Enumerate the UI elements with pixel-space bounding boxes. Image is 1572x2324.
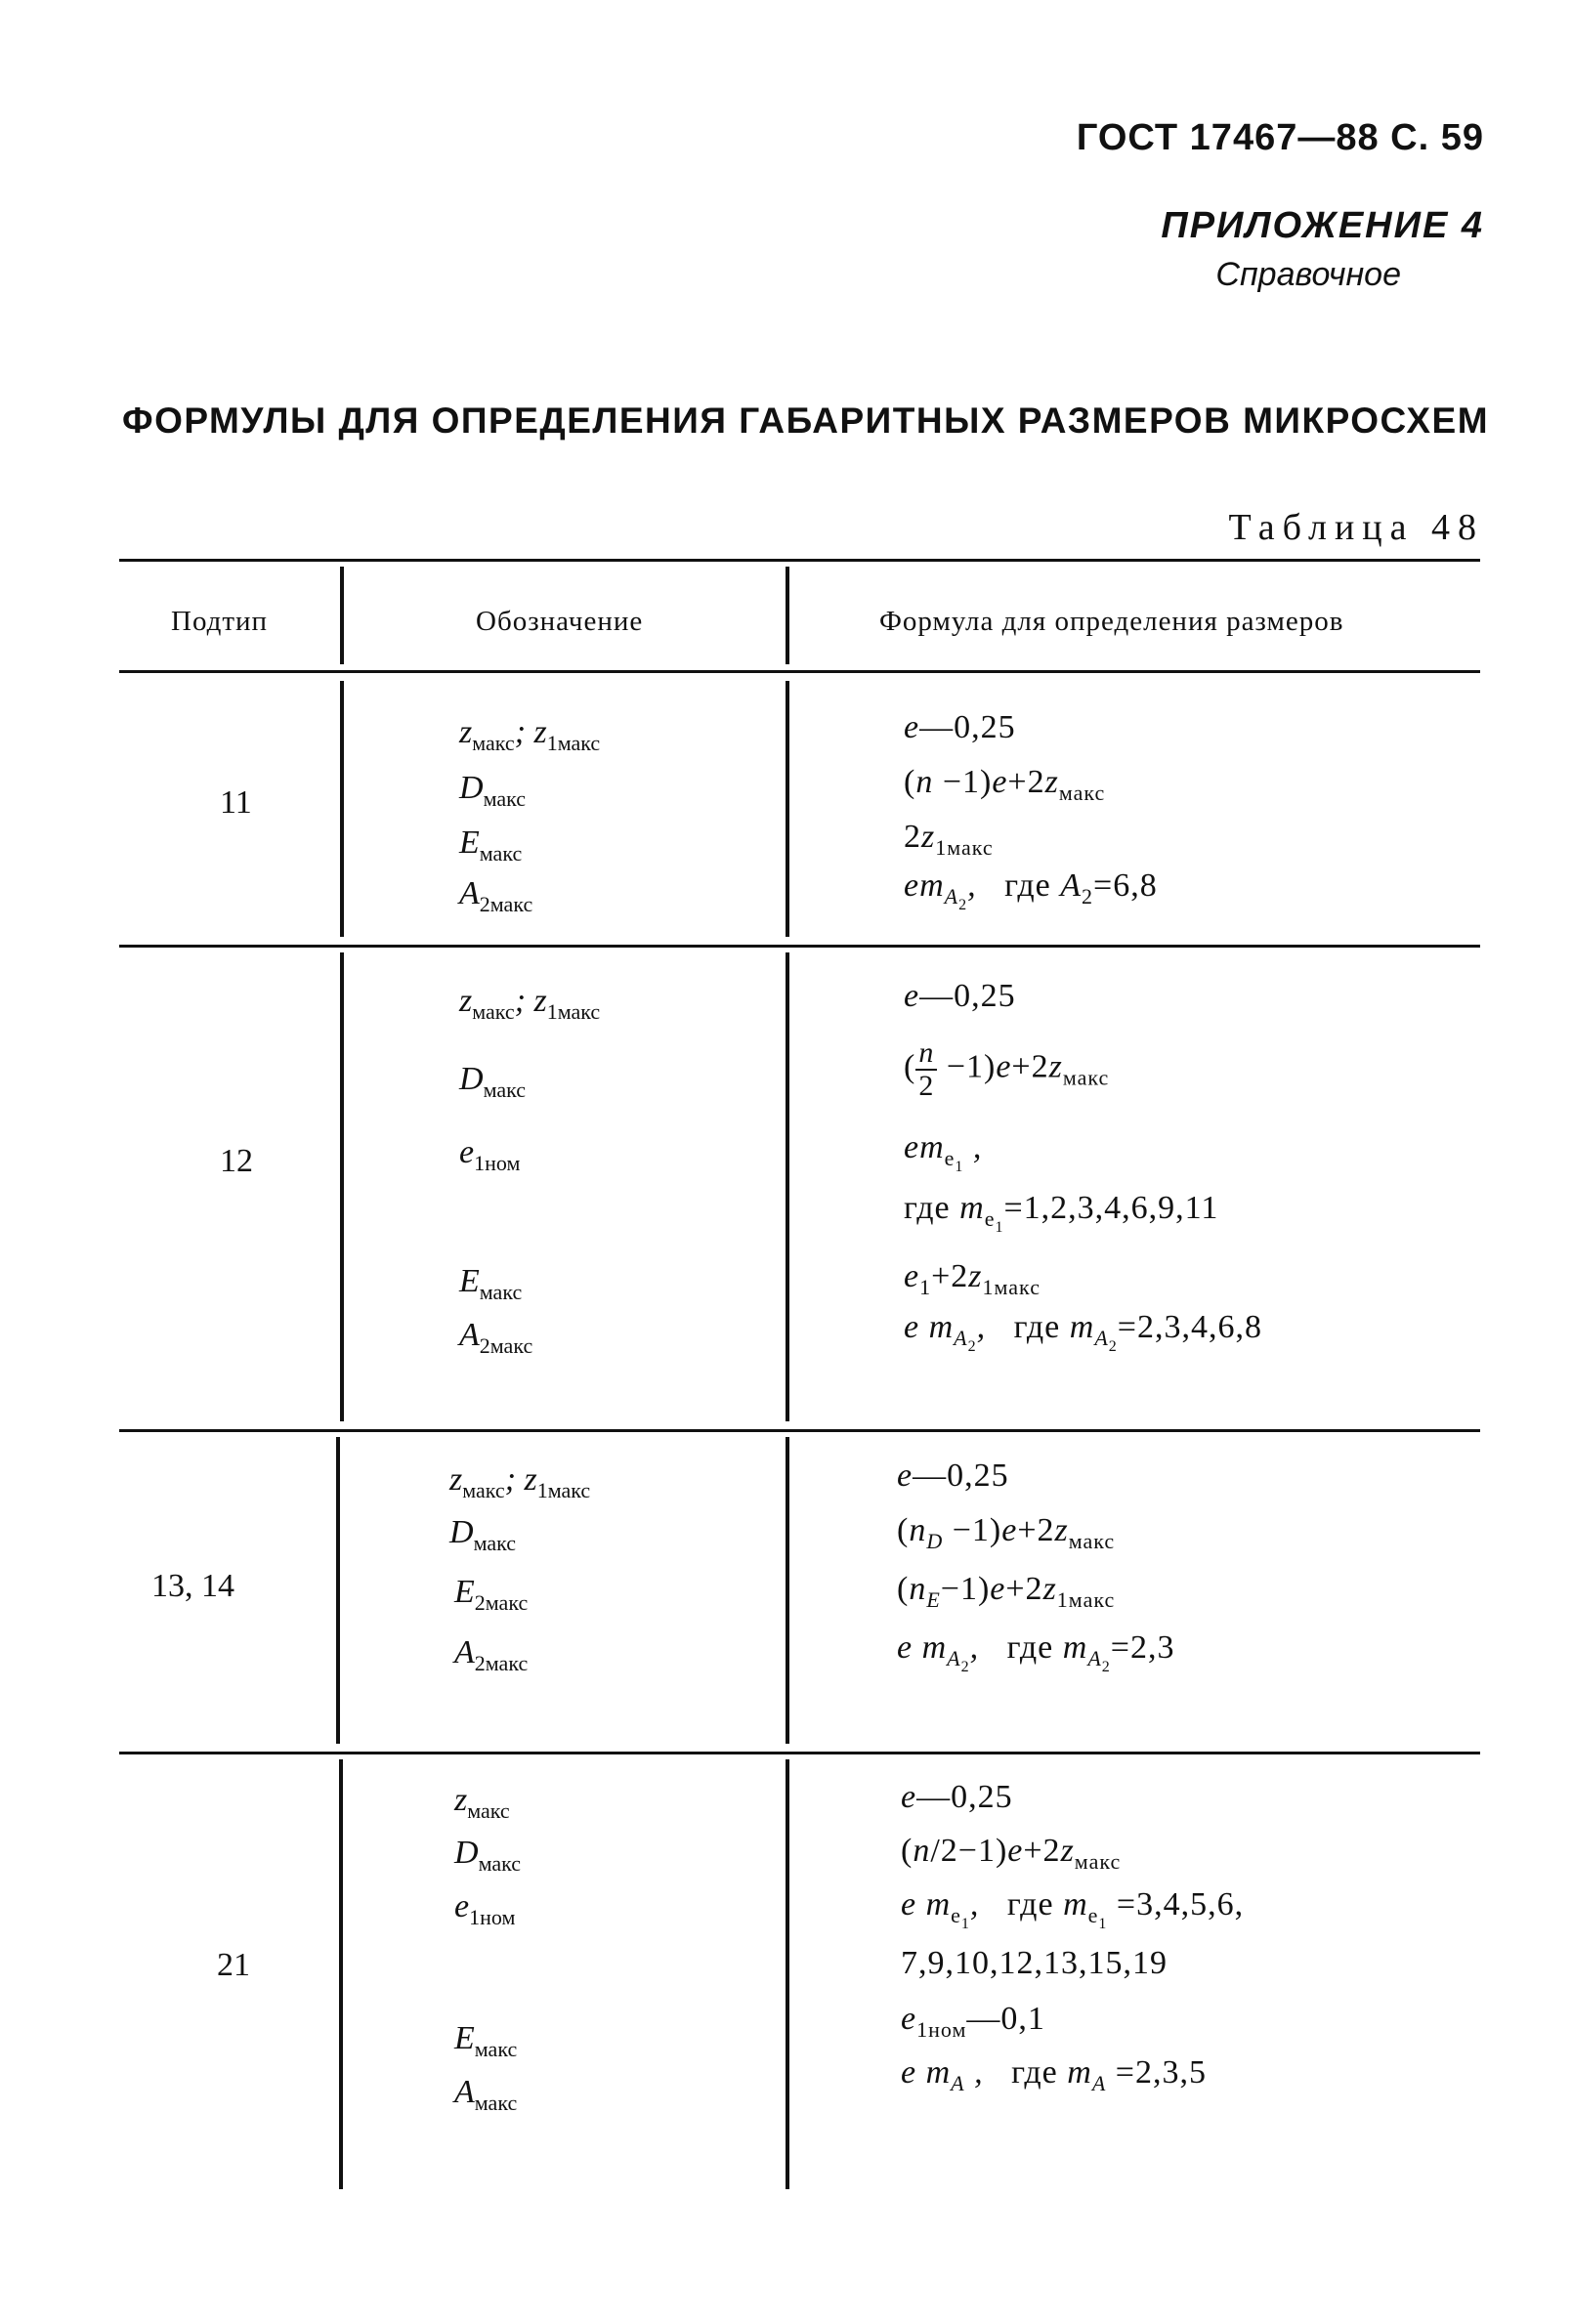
formula-line: $(n_D -1)e+2z_{макс}$ [897, 1512, 1116, 1553]
column-divider [339, 1759, 343, 2189]
designation-line: $D_{макс}$ [449, 1514, 517, 1555]
appendix-title: ПРИЛОЖЕНИЕ 4 [1161, 205, 1484, 246]
fraction-n-over-2: $\frac{n}{2}$ [915, 1037, 937, 1101]
formula-line: $(n_E-1)e+2z_{1макс}$ [897, 1571, 1116, 1612]
formula-line: ( $\frac{n}{2}$ $-1)e+2z_{макс}$ [904, 1036, 1110, 1102]
formula-line: e—0,25 [901, 1779, 1013, 1815]
designation-line: $E_{макс}$ [459, 824, 523, 866]
formula-line: $e_{1ном}—0,1$ [901, 2001, 1045, 2042]
formula-line: $(n/2-1)e+2z_{макс}$ [901, 1833, 1122, 1874]
column-header-designation: Обозначение [476, 606, 644, 637]
designation-line: $D_{макс}$ [454, 1835, 522, 1876]
designation-line: $e_{1ном}$ [454, 1888, 516, 1929]
formula-line: $e_1+2z_{1макс}$ [904, 1258, 1041, 1299]
subtype-cell: 21 [217, 1947, 250, 1983]
designation-line: $E_{макс}$ [454, 2020, 518, 2061]
designation-line: $A_{макс}$ [454, 2074, 518, 2115]
formula-line: e $m_{e_1}$, где $m_{e_1} =3,4,5,6$, [901, 1886, 1245, 1932]
column-divider [336, 1437, 340, 1744]
designation-line: $D_{макс}$ [459, 770, 527, 811]
table-caption: Таблица 48 [1228, 507, 1484, 548]
subtype-cell: 13, 14 [151, 1568, 234, 1604]
designation-line: $e_{1ном}$ [459, 1134, 521, 1175]
designation-line: $D_{макс}$ [459, 1061, 527, 1102]
column-divider [786, 567, 789, 664]
appendix-note: Справочное [1215, 256, 1401, 293]
subtype-cell: 12 [220, 1143, 253, 1179]
designation-line: $A_{2макс}$ [454, 1634, 529, 1675]
column-header-subtype: Подтип [171, 606, 269, 637]
column-divider [340, 952, 344, 1421]
formula-line: e $m_{A_2}$, где $m_{A_2}=2,3$ [897, 1629, 1175, 1675]
designation-line: $z_{макс}$; $z_{1макс}$ [449, 1461, 591, 1502]
formula-line: e—0,25 [904, 978, 1016, 1014]
column-divider [786, 1759, 789, 2189]
designation-line: $A_{2макс}$ [459, 1317, 533, 1358]
formula-line: e—0,25 [904, 709, 1016, 745]
column-divider [786, 681, 789, 937]
designation-line: $E_{2макс}$ [454, 1574, 529, 1615]
table-top-rule [119, 559, 1480, 562]
formula-line: e $m_A$ , где $m_A =2,3,5$ [901, 2054, 1207, 2095]
subtype-cell: 11 [220, 784, 252, 821]
designation-line: $z_{макс}$; $z_{1макс}$ [459, 714, 601, 755]
document-title: ФОРМУЛЫ ДЛЯ ОПРЕДЕЛЕНИЯ ГАБАРИТНЫХ РАЗМЕРОВ МИКРОСХЕМ [122, 401, 1490, 441]
page-header: ГОСТ 17467—88 С. 59 [1076, 117, 1484, 158]
row-divider [119, 1752, 1480, 1754]
formula-line: $em_{e_1}$ , [904, 1129, 983, 1175]
column-divider [786, 952, 789, 1421]
column-divider [340, 681, 344, 937]
formula-line: $em_{A_2}$, где $A_2=6,8$ [904, 867, 1158, 913]
designation-line: $z_{макс}$; $z_{1макс}$ [459, 983, 601, 1024]
formula-line: e—0,25 [897, 1458, 1009, 1494]
column-divider [786, 1437, 789, 1744]
column-divider [340, 567, 344, 664]
formula-line: 7,9,10,12,13,15,19 [901, 1945, 1168, 1981]
designation-line: $z_{макс}$ [454, 1782, 510, 1823]
table-header-rule [119, 670, 1480, 673]
formula-line: $2z_{1макс}$ [904, 819, 994, 860]
formula-line: где $m_{e_1}=1,2,3,4,6,9,11$ [904, 1190, 1219, 1236]
formula-line: $(n -1)e+2z_{макс}$ [904, 764, 1106, 805]
column-header-formula: Формула для определения размеров [879, 606, 1344, 637]
designation-line: $A_{2макс}$ [459, 875, 533, 916]
designation-line: $E_{макс}$ [459, 1263, 523, 1304]
row-divider [119, 1429, 1480, 1432]
row-divider [119, 945, 1480, 948]
formula-line: e $m_{A_2}$, где $m_{A_2}=2,3,4,6,8$ [904, 1309, 1262, 1355]
